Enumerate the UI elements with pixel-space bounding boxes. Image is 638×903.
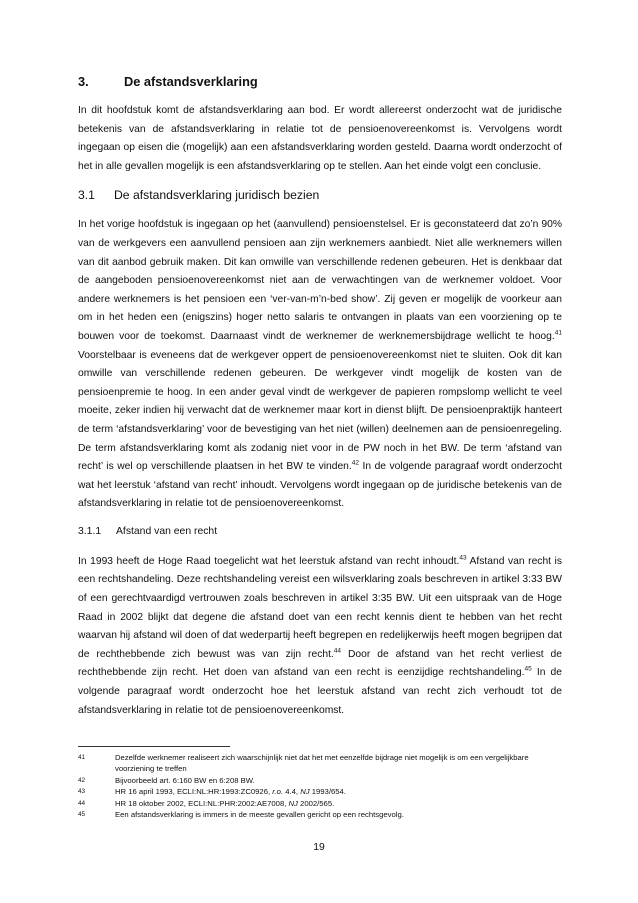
footnote-ref[interactable]: 44 (333, 647, 342, 655)
footnote-text: Bijvoorbeeld art. 6:160 BW en 6:208 BW. (115, 775, 255, 785)
footnote (78, 752, 562, 775)
subsubsection-title: Afstand van een recht (116, 525, 218, 537)
footnote (78, 809, 562, 820)
footnote-ref[interactable]: 43 (459, 554, 467, 562)
footnote (78, 775, 562, 786)
page-body (78, 74, 562, 732)
footnote-number: 42 (78, 776, 86, 784)
footnote-ref[interactable]: 42 (351, 459, 360, 467)
paragraph-text: In 1993 heeft de Hoge Raad toegelicht wat het leerstuk afstand van recht inhoudt. (78, 555, 460, 567)
body-paragraph-afstand (78, 553, 562, 720)
footnote-number: 43 (78, 788, 86, 796)
footnote (78, 798, 562, 809)
footnote-text-part: HR 16 april 1993, ECLI:NL:HR:1993:ZC0926, (115, 787, 273, 797)
subsection-number: 3.1 (78, 188, 95, 203)
footnote-number: 44 (78, 799, 86, 807)
footnote-text (115, 786, 562, 797)
footnote-text-italic: r.o. (272, 787, 284, 797)
footnote-ref[interactable]: 45 (524, 666, 532, 674)
footnote-number: 41 (78, 754, 86, 761)
footnote-text: Een afstandsverklaring is immers in de meeste gevallen gericht op een rechtsgevolg. (115, 810, 404, 820)
footnote-text-part: 2002/565. (297, 798, 335, 808)
section-title: De afstandsverklaring (124, 74, 258, 89)
subsubsection-number: 3.1.1 (78, 525, 102, 537)
footnote-text-italic: NJ (300, 787, 310, 797)
footnote (78, 786, 562, 797)
footnotes (78, 752, 562, 820)
intro-paragraph: In dit hoofdstuk komt de afstandsverklaring aan bod. Er wordt allereerst onderzocht wat de juridische betekenis van de afstandsverklaring in relatie tot de pensioenovereenkomst is. Vervolgens wordt ingegaan op eisen die (mogelijk) aan een afstandsverklaring worden gesteld. Daarna wordt onderzocht of het in alle gevallen mogelijk is een afstandsverklaring op te stellen. Aan het einde volgt een conclusie. (78, 105, 562, 172)
paragraph-text: Door de afstand van het recht verliest de rechthebbende zijn recht. Het doen van afstand van een recht is eenzijdige rechtshandeling. (78, 648, 562, 679)
section-number: 3. (78, 74, 89, 89)
footnote-text-part: 4.4, (283, 787, 301, 797)
paragraph-text: Afstand van recht is een rechtshandeling. Deze rechtshandeling vereist een wilsverklaring zoals beschreven in artikel 3:33 BW of een gerechtvaardigd vertrouwen zoals beschreven in artikel 3:35 BW. Uit een uitspraak van de Hoge Raad in 2002 blijkt dat degene die afstand doet van een recht kennis dient te hebben van het recht waarvan hij afstand wil doen of dat wederpartij heeft begrepen en redelijkerwijs heeft mogen begrijpen dat de rechthebbende zich bewust was van zijn recht. (78, 555, 562, 660)
subsection-title: De afstandsverklaring juridisch bezien (114, 188, 320, 203)
paragraph-text: Voorstelbaar is eveneens dat de werkgever oppert de pensioenovereenkomst niet te sluiten. Ook dit kan omwille van verschillende redenen gebeuren. De werkgever vindt mogelijk de kosten van de pensioenpremie te hoog. In een ander geval vindt de werkgever de papieren rompslomp wellicht te veel moeite, zeker indien hij verwacht dat de werknemer maar kort in dienst blijft. De pensioenpraktijk hanteert de term ‘afstandsverklaring’ voor de bevestiging van het niet (willen) deelnemen aan de pensioenregeling. De term afstandsverklaring komt als zodanig niet voor in de PW noch in het BW. De term ‘afstand van recht’ is wel op verschillende plaatsen in het BW te vinden. (78, 349, 562, 473)
paragraph-text: In de volgende paragraaf wordt onderzocht wat het leerstuk ‘afstand van recht’ inhoudt. Vervolgens wordt ingegaan op de juridische betekenis van de afstandsverklaring in relatie tot de pensioenovereenkomst. (78, 461, 562, 510)
footnote-text (115, 798, 562, 809)
footnote-text-part: 1993/654. (309, 787, 346, 797)
body-paragraph-pension (78, 216, 562, 514)
page-number: 19 (313, 842, 325, 853)
section-heading (78, 74, 562, 92)
subsection-heading (78, 188, 562, 206)
footnote-divider (78, 746, 230, 747)
footnote-text-part: HR 18 oktober 2002, ECLI:NL:PHR:2002:AE7008, (115, 798, 289, 808)
footnote-text: Dezelfde werknemer realiseert zich waarschijnlijk niet dat het met eenzelfde bijdrage niet mogelijk is om een vergelijkbare voorziening te treffen (115, 753, 529, 774)
paragraph-text: In de volgende paragraaf wordt onderzocht hoe het leerstuk afstand van recht zich verhoudt tot de afstandsverklaring in relatie tot de pensioenovereenkomst. (78, 667, 562, 716)
footnote-ref[interactable]: 41 (554, 329, 562, 337)
footnote-number: 45 (78, 811, 86, 819)
paragraph-text: In het vorige hoofdstuk is ingegaan op het (aanvullend) pensioenstelsel. Er is geconstateerd dat zo’n 90% van de werkgevers een aanvullend pensioen aan zijn werknemers aanbiedt. Niet alle werknemers willen van dit aanbod gebruik maken. Dit kan omwille van verschillende redenen gebeuren. Het is denkbaar dat de aangeboden pensioenovereenkomst niet aan de verwachtingen van de werknemer voldoet. Voor andere werknemers is het pensioen een ‘ver-van-m’n-bed show’. Zij geven er mogelijk de voorkeur aan om in het heden een (enigszins) hoger netto salaris te ontvangen in plaats van een voorziening op te bouwen voor de toekomst. Daarnaast vindt de werknemer de werknemersbijdrage wellicht te hoog. (78, 219, 562, 342)
subsubsection-heading (78, 526, 562, 542)
footnote-text-italic: NJ (288, 798, 298, 808)
